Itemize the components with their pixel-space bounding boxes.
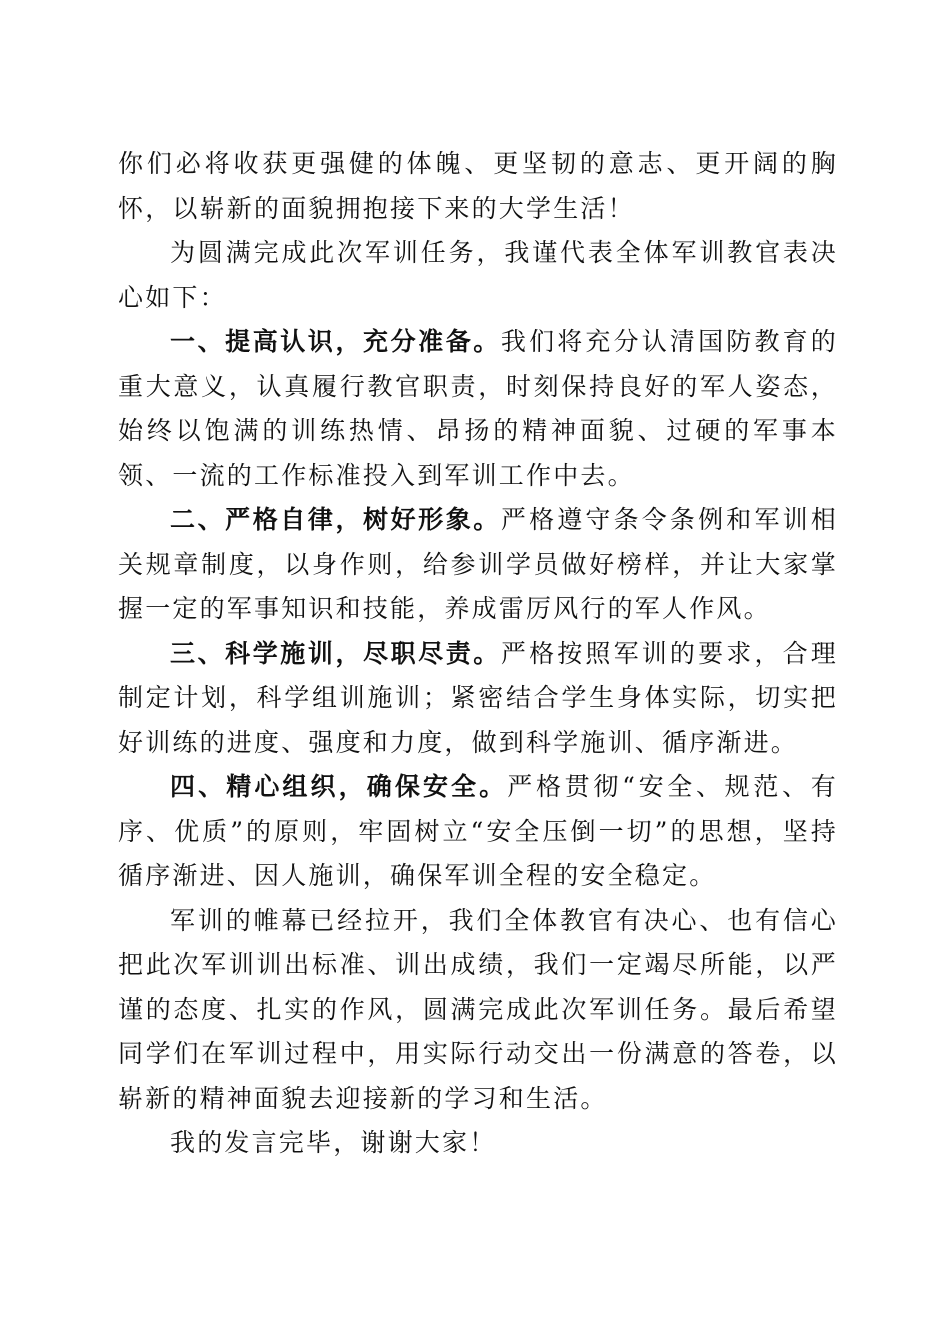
paragraph-text: 军训的帷幕已经拉开，我们全体教官有决心、也有信心把此次军训训出标准、训出成绩，我们一定竭尽所能，以严谨的态度、扎实的作风，圆满完成此次军训任务。最后希望同学们在军训过程中，用实际行动交出一份满意的答卷，以崭新的精神面貌去迎接新的学习和生活。 bbox=[118, 905, 838, 1113]
paragraph-point-2 bbox=[118, 498, 838, 632]
paragraph-text: 我们将充分认清国防教育的重大意义，认真履行教官职责，时刻保持良好的军人姿态，始终以饱满的训练热情、昂扬的精神面貌、过硬的军事本领、一流的工作标准投入到军训工作中去。 bbox=[118, 327, 839, 490]
point-heading: 二、严格自律，树好形象。 bbox=[170, 505, 501, 534]
paragraph-continuation bbox=[118, 142, 838, 231]
paragraph-text: 严格按照军训的要求，合理制定计划，科学组训施训；紧密结合学生身体实际，切实把好训练的进度、强度和力度，做到科学施训、循序渐进。 bbox=[118, 638, 839, 757]
paragraph-text: 你们必将收获更强健的体魄、更坚韧的意志、更开阔的胸怀，以崭新的面貌拥抱接下来的大学生活！ bbox=[118, 149, 838, 223]
paragraph-point-3 bbox=[118, 632, 838, 766]
point-heading: 一、提高认识，充分准备。 bbox=[170, 327, 501, 356]
paragraph-thanks bbox=[118, 1121, 838, 1166]
paragraph-closing bbox=[118, 899, 838, 1122]
paragraph-point-4 bbox=[118, 765, 838, 899]
paragraph-text: 我的发言完毕，谢谢大家！ bbox=[170, 1128, 497, 1157]
paragraph-text: 严格贯彻“安全、规范、有序、优质”的原则，牢固树立“安全压倒一切”的思想，坚持循序渐进、因人施训，确保军训全程的安全稳定。 bbox=[118, 772, 838, 890]
paragraph-text: 严格遵守条令条例和军训相关规章制度，以身作则，给参训学员做好榜样，并让大家掌握一定的军事知识和技能，养成雷厉风行的军人作风。 bbox=[118, 505, 839, 623]
paragraph-pledge-intro bbox=[118, 231, 838, 320]
point-heading: 三、科学施训，尽职尽责。 bbox=[170, 638, 501, 668]
paragraph-text: 为圆满完成此次军训任务，我谨代表全体军训教官表决心如下： bbox=[118, 238, 838, 312]
paragraph-point-1 bbox=[118, 320, 838, 498]
document-page bbox=[118, 142, 838, 1166]
point-heading: 四、精心组织，确保安全。 bbox=[170, 772, 508, 801]
